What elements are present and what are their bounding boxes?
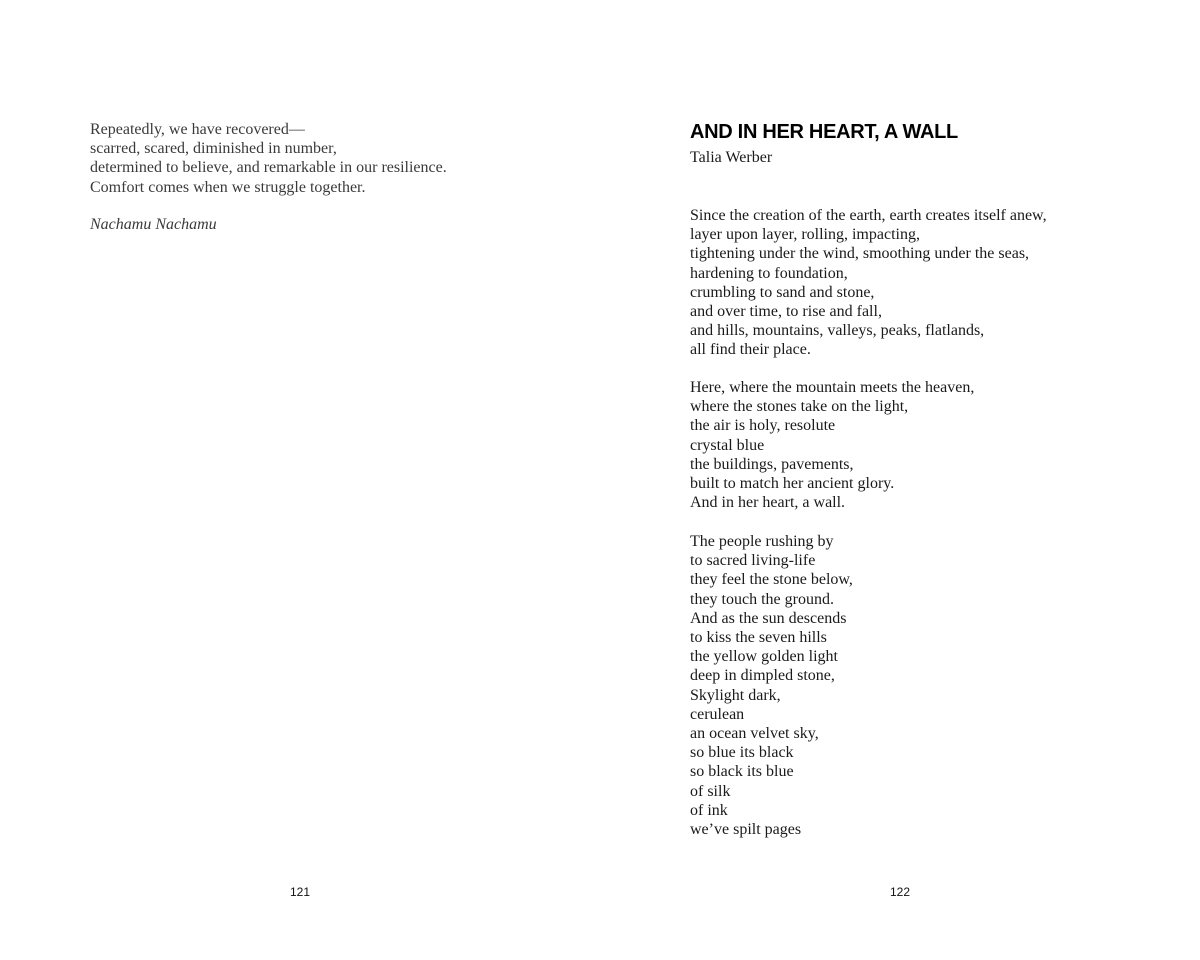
poem-line: hardening to foundation, <box>690 264 848 282</box>
stanza-3 <box>690 532 853 839</box>
poem-author: Talia Werber <box>690 149 773 166</box>
poem-line: an ocean velvet sky, <box>690 725 819 743</box>
poem-line: of silk <box>690 782 731 800</box>
attribution: Nachamu Nachamu <box>90 216 217 233</box>
page-number: 121 <box>289 885 311 899</box>
poem-line: Here, where the mountain meets the heaven, <box>690 379 975 396</box>
stanza-1 <box>690 206 1047 360</box>
poem-line: the buildings, pavements, <box>690 455 854 473</box>
poem-line: where the stones take on the light, <box>690 398 909 416</box>
right-page <box>600 0 1200 960</box>
poem-line: to kiss the seven hills <box>690 629 827 647</box>
poem-line: scarred, scared, diminished in number, <box>90 140 337 158</box>
poem-line: cerulean <box>690 705 745 723</box>
poem-line: they feel the stone below, <box>690 571 853 589</box>
stanza-2 <box>690 378 974 512</box>
poem-title: AND IN HER HEART, A WALL <box>690 121 958 143</box>
poem-line: Since the creation of the earth, earth creates itself anew, <box>690 207 1047 224</box>
closing-stanza <box>90 120 447 197</box>
poem-line: layer upon layer, rolling, impacting, <box>690 226 920 244</box>
poem-line: And as the sun descends <box>690 609 847 627</box>
poem-line: and hills, mountains, valleys, peaks, flatlands, <box>690 322 985 340</box>
poem-line: determined to believe, and remarkable in our resilience. <box>90 159 447 177</box>
poem-line: crystal blue <box>690 436 765 454</box>
poem-line: deep in dimpled stone, <box>690 667 835 685</box>
poem-line: crumbling to sand and stone, <box>690 283 875 301</box>
poem-line: so black its blue <box>690 763 794 781</box>
page-number: 122 <box>889 885 911 899</box>
poem-line: we’ve spilt pages <box>690 821 802 839</box>
poem-line: Skylight dark, <box>690 686 781 704</box>
poem-line: they touch the ground. <box>690 590 834 608</box>
poem-line: all find their place. <box>690 341 811 359</box>
poem-line: The people rushing by <box>690 533 834 550</box>
poem-line: Comfort comes when we struggle together. <box>90 178 366 196</box>
poem-line: Repeatedly, we have recovered— <box>90 121 305 138</box>
poem-line: and over time, to rise and fall, <box>690 303 882 321</box>
poem-line: to sacred living-life <box>690 552 816 570</box>
poem-line: so blue its black <box>690 744 794 762</box>
poem-line: the air is holy, resolute <box>690 417 836 435</box>
poem-line: And in her heart, a wall. <box>690 494 846 512</box>
poem-line: built to match her ancient glory. <box>690 475 895 493</box>
poem-line: the yellow golden light <box>690 648 838 666</box>
poem-line: tightening under the wind, smoothing under the seas, <box>690 245 1030 263</box>
poem-line: of ink <box>690 801 728 819</box>
